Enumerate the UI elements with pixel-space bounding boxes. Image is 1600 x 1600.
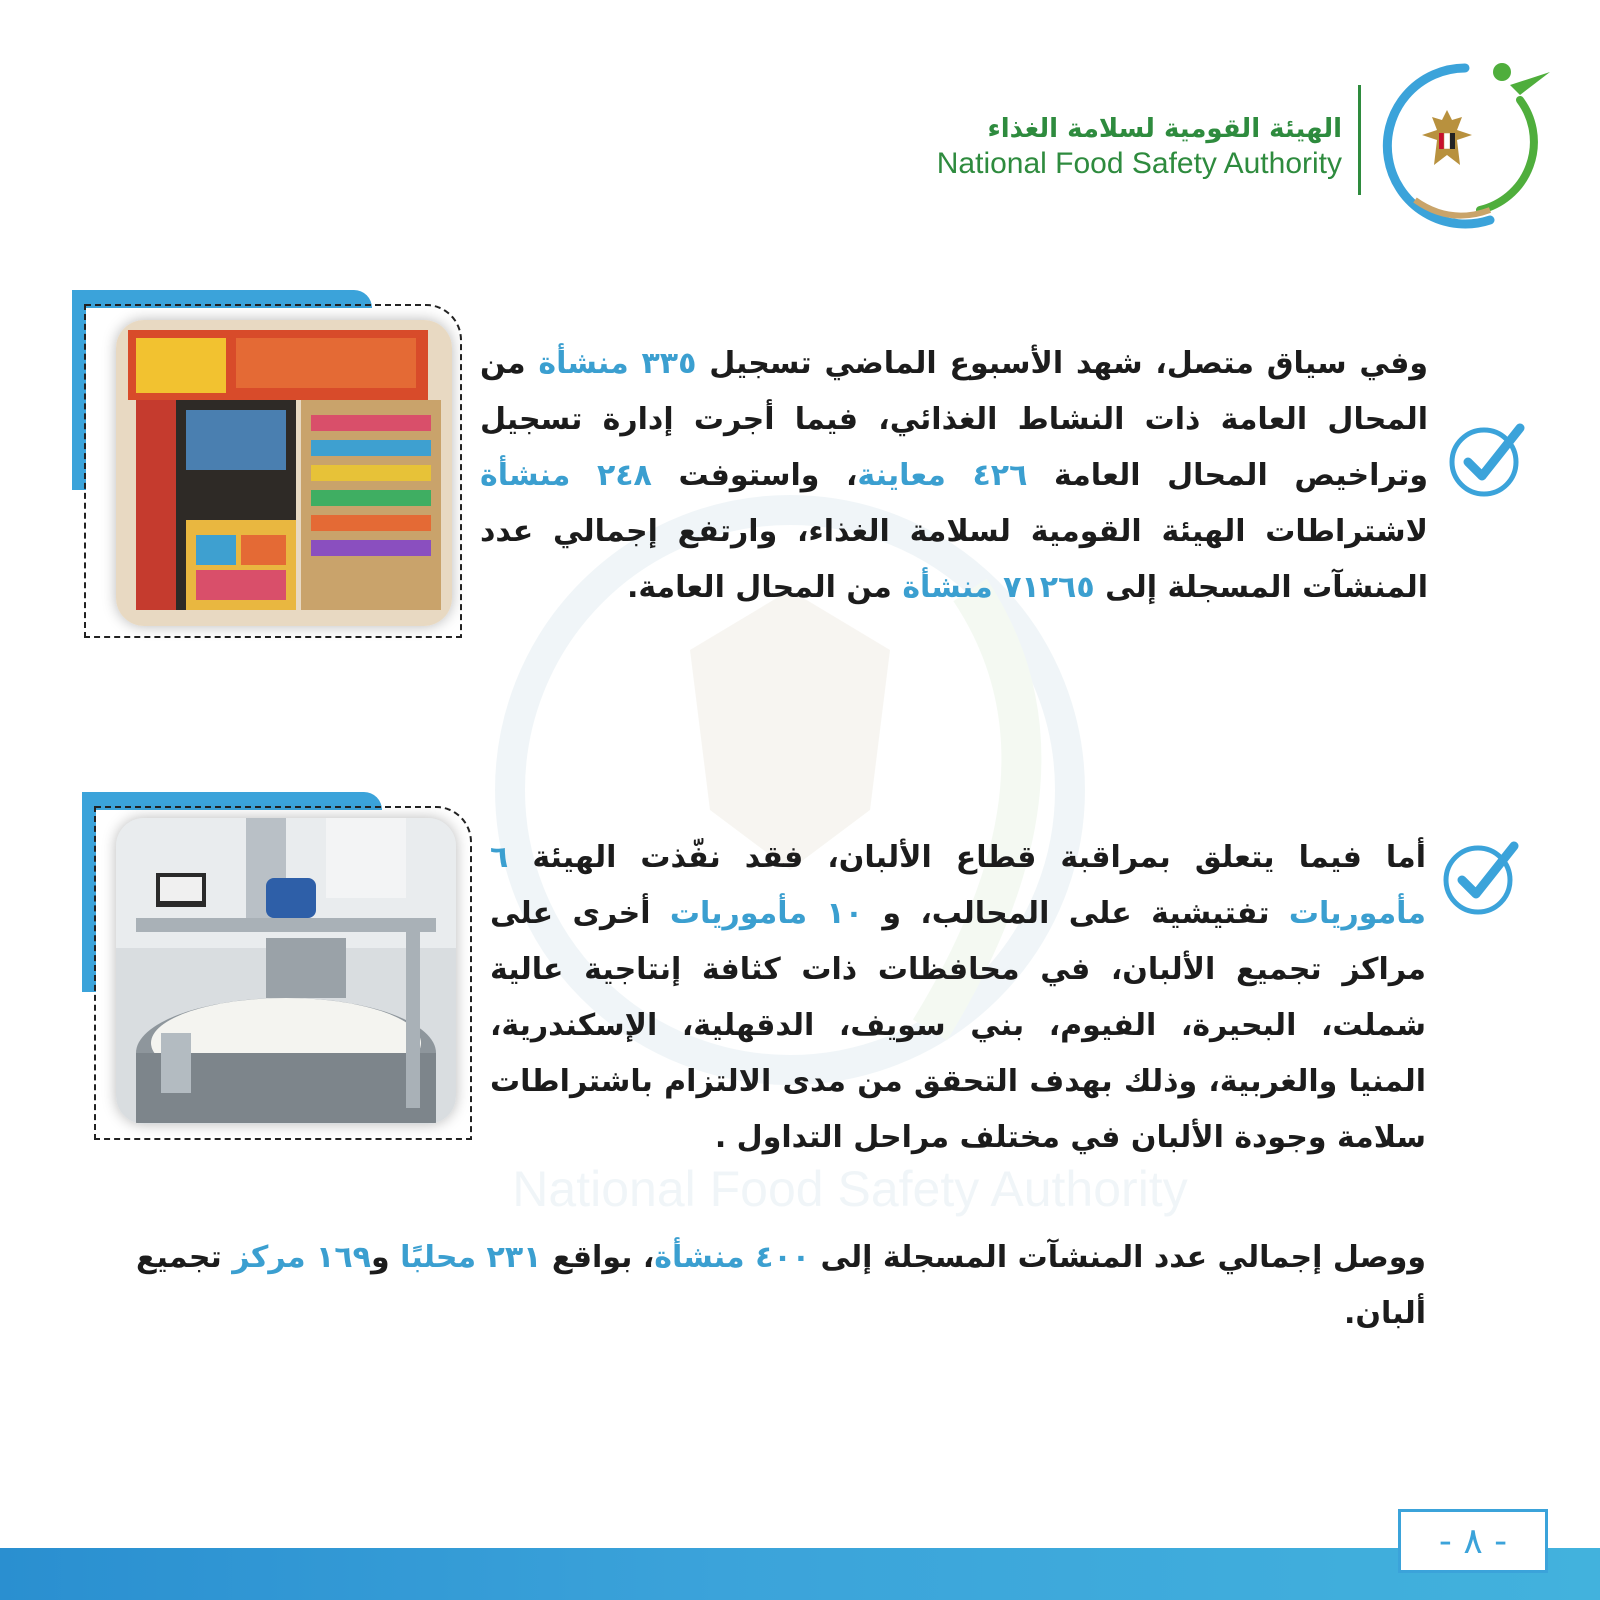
logo-mark-text: NFSA	[1492, 139, 1521, 182]
section1-text	[480, 336, 1428, 616]
org-name	[902, 112, 1342, 182]
nfsa-logo-icon	[1370, 60, 1560, 230]
watermark-text: National Food Safety Authority	[512, 1161, 1188, 1217]
page-number: - ٨ -	[1398, 1509, 1548, 1573]
highlight-figure: ٢٣١ محلبًا	[400, 1240, 542, 1275]
text-segment: من المحال العامة ذات النشاط الغذائي، فيما أجرت إدارة تسجيل وتراخيص المحال العامة	[480, 346, 1428, 493]
text-segment: تجميع ألبان.	[136, 1240, 1426, 1331]
check-circle-icon	[1440, 838, 1520, 918]
check-circle-icon	[1446, 420, 1526, 500]
highlight-figure: ٤٠٠ منشأة	[654, 1240, 811, 1275]
header	[880, 60, 1570, 230]
text-segment: من المحال العامة.	[626, 570, 903, 605]
text-segment: وفي سياق متصل، شهد الأسبوع الماضي تسجيل	[696, 346, 1429, 381]
highlight-figure: ٣٣٥ منشأة	[538, 346, 697, 381]
text-segment: لاشتراطات الهيئة القومية لسلامة الغذاء، وارتفع إجمالي عدد المنشآت المسجلة إلى	[480, 514, 1428, 605]
footer-bar	[0, 1548, 1600, 1600]
org-name-arabic: الهيئة القومية لسلامة الغذاء	[987, 114, 1342, 144]
highlight-figure: ٤٢٦ معاينة	[857, 458, 1028, 493]
logo-divider	[1358, 85, 1361, 195]
highlight-figure: ٧١٢٦٥ منشأة	[902, 570, 1095, 605]
text-segment: ووصل إجمالي عدد المنشآت المسجلة إلى	[810, 1240, 1426, 1275]
highlight-figure: ٦ مأموريات	[490, 840, 1426, 931]
text-segment: أما فيما يتعلق بمراقبة قطاع الألبان، فقد نفّذت الهيئة	[508, 840, 1426, 875]
highlight-figure: ١٠ مأموريات	[669, 896, 864, 931]
highlight-figure: ١٦٩ مركز	[232, 1240, 371, 1275]
text-segment: أخرى على مراكز تجميع الألبان، في محافظات ذات كثافة إنتاجية عالية شملت، البحيرة، الفيوم، بني سويف، الدقهلية، الإسكندرية، المنيا والغربية، وذلك بهدف التحقق من مدى الالتزام باشتراطات سلامة وجودة الألبان في مختلف مراحل التداول .	[490, 896, 1426, 1155]
grocery-shop-photo	[116, 320, 452, 626]
section3-text	[136, 1230, 1426, 1342]
text-segment: و	[370, 1240, 401, 1275]
dairy-vat-photo	[116, 818, 456, 1124]
section2-text	[490, 830, 1426, 1166]
text-segment: ، بواقع	[541, 1240, 655, 1275]
org-name-english: National Food Safety Authority	[936, 147, 1342, 180]
text-segment: تفتيشية على المحالب، و	[863, 896, 1289, 931]
highlight-figure: ٢٤٨ منشأة	[480, 458, 652, 493]
text-segment: ، واستوفت	[651, 458, 858, 493]
section2-photo-frame	[82, 792, 482, 1152]
section1-photo-frame	[72, 290, 472, 650]
